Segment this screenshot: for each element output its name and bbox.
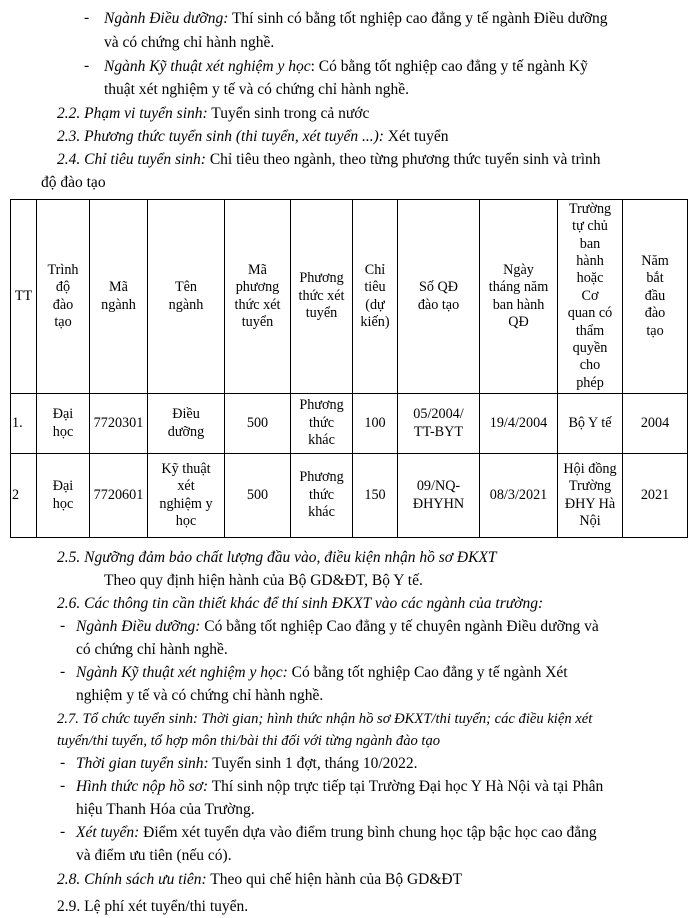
bullet-label: Xét tuyển: <box>76 824 140 841</box>
bullet-text-cont: và điểm ưu tiên (nếu có). <box>76 847 232 864</box>
table-header-row <box>11 200 688 394</box>
bullet-label: Ngành Kỹ thuật xét nghiệm y học: <box>76 664 288 681</box>
table-cell: 09/NQ- ĐHYHN <box>398 454 480 538</box>
section-label: 2.8. Chính sách ưu tiên: <box>57 871 207 888</box>
bullet-dash: - <box>60 617 66 634</box>
table-cell: 05/2004/ TT-BYT <box>398 394 480 454</box>
section-2-6-label: 2.6. Các thông tin cần thiết khác để thí sinh ĐKXT vào các ngành của trường: <box>57 595 544 612</box>
table-cell: 2021 <box>623 454 688 538</box>
bullet-label: Hình thức nộp hồ sơ: <box>76 778 209 795</box>
table-cell: Phương thức khác <box>291 394 353 454</box>
header-cell: Năm bắt đầu đào tạo <box>623 200 688 394</box>
bullet-label: Ngành Điều dưỡng: <box>76 618 201 635</box>
bullet-text-cont: nghiệm y tế và có chứng chỉ hành nghề. <box>76 687 324 704</box>
header-cell: Trình độ đào tạo <box>37 200 90 394</box>
table-cell: 100 <box>353 394 398 454</box>
section-2-5-text: Theo quy định hiện hành của Bộ GD&ĐT, Bộ Y tế. <box>104 572 423 589</box>
bullet-text: Có bằng tốt nghiệp Cao đẳng y tế chuyên ngành Điều dưỡng và <box>200 618 599 635</box>
table-cell: 08/3/2021 <box>480 454 558 538</box>
table-cell: Đại học <box>37 454 90 538</box>
section-text: Tuyển sinh trong cả nước <box>207 105 370 122</box>
bullet-text: Thí sinh nộp trực tiếp tại Trường Đại học Y Hà Nội và tại Phân <box>208 778 604 795</box>
bullet-dash: - <box>84 57 90 74</box>
table-row <box>11 394 688 454</box>
s27-bullet-thoi-gian <box>76 754 418 774</box>
header-cell: Mã ngành <box>90 200 148 394</box>
section-text-cont: độ đào tạo <box>41 174 106 191</box>
bullet-text-cont: thuật xét nghiệm y tế và có chứng chỉ hành nghề. <box>104 81 409 98</box>
header-cell: Chỉ tiêu (dự kiến) <box>353 200 398 394</box>
section-2-5-label: 2.5. Ngưỡng đảm bảo chất lượng đầu vào, điều kiện nhận hồ sơ ĐKXT <box>57 549 497 566</box>
s27-bullet-xet-tuyen <box>76 823 597 843</box>
table-cell: 500 <box>225 394 291 454</box>
header-cell: TT <box>11 200 37 394</box>
bullet-label: Ngành Kỹ thuật xét nghiệm y học <box>104 58 311 75</box>
table-cell: 19/4/2004 <box>480 394 558 454</box>
header-cell: Mã phương thức xét tuyển <box>225 200 291 394</box>
section-2-7-label-cont: tuyển/thi tuyển, tổ hợp môn thi/bài thi đối với từng ngành đào tạo <box>57 733 441 749</box>
admission-quota-table <box>10 199 688 538</box>
table-cell: 150 <box>353 454 398 538</box>
header-cell: Ngày tháng năm ban hành QĐ <box>480 200 558 394</box>
bullet-text: Tuyển sinh 1 đợt, tháng 10/2022. <box>208 755 418 772</box>
table-cell: 7720301 <box>90 394 148 454</box>
table-cell: Phương thức khác <box>291 454 353 538</box>
section-label: 2.2. Phạm vi tuyển sinh: <box>57 105 208 122</box>
section-2-3 <box>57 127 449 147</box>
table-cell: 1. <box>11 394 37 454</box>
table-cell: Bộ Y tế <box>558 394 623 454</box>
table-cell: Điều dưỡng <box>148 394 225 454</box>
bullet-label: Ngành Điều dưỡng: <box>104 10 229 27</box>
table-cell: Hội đồng Trường ĐHY Hà Nội <box>558 454 623 538</box>
bullet-text-cont: hiệu Thanh Hóa của Trường. <box>76 801 255 818</box>
s26-bullet-ky-thuat <box>76 663 568 683</box>
header-cell: Trường tự chủ ban hành hoặc Cơ quan có thẩm quyền cho phép <box>558 200 623 394</box>
bullet-text: Thí sinh có bằng tốt nghiệp cao đẳng y tế ngành Điều dưỡng <box>228 10 608 27</box>
bullet-dash: - <box>60 663 66 680</box>
section-2-7-label: 2.7. Tổ chức tuyển sinh: Thời gian; hình thức nhận hồ sơ ĐKXT/thi tuyển; các điều kiện xét <box>57 711 593 727</box>
bullet-dash: - <box>84 9 90 26</box>
section-label: 2.4. Chỉ tiêu tuyển sinh: <box>57 151 206 168</box>
table-cell: 2 <box>11 454 37 538</box>
bullet-dash: - <box>60 777 66 794</box>
section-2-8 <box>57 870 462 890</box>
table-cell: 500 <box>225 454 291 538</box>
bullet-text-cont: có chứng chỉ hành nghề. <box>76 641 228 658</box>
section-2-9: 2.9. Lệ phí xét tuyển/thi tuyển. <box>57 898 249 915</box>
bullet-text: : Có bằng tốt nghiệp cao đẳng y tế ngành Kỹ <box>310 58 588 75</box>
header-cell: Số QĐ đào tạo <box>398 200 480 394</box>
section-text: Chỉ tiêu theo ngành, theo từng phương thức tuyển sinh và trình <box>205 151 601 168</box>
intro-bullet-ky-thuat <box>104 57 588 77</box>
header-cell: Tên ngành <box>148 200 225 394</box>
table-cell: 2004 <box>623 394 688 454</box>
bullet-text: Điểm xét tuyển dựa vào điểm trung bình chung học tập bậc học cao đẳng <box>139 824 597 841</box>
s26-bullet-dieu-duong <box>76 617 599 637</box>
bullet-dash: - <box>60 823 66 840</box>
bullet-dash: - <box>60 754 66 771</box>
table-cell: Kỹ thuật xét nghiệm y học <box>148 454 225 538</box>
intro-bullet-dieu-duong <box>104 9 608 29</box>
bullet-text-cont: và có chứng chỉ hành nghề. <box>104 34 275 51</box>
bullet-text: Có bằng tốt nghiệp Cao đẳng y tế ngành Xét <box>287 664 568 681</box>
table-row <box>11 454 688 538</box>
table-cell: 7720601 <box>90 454 148 538</box>
section-2-2 <box>57 104 369 124</box>
bullet-label: Thời gian tuyển sinh: <box>76 755 209 772</box>
header-cell: Phương thức xét tuyển <box>291 200 353 394</box>
section-2-4 <box>57 150 601 170</box>
s27-bullet-hinh-thuc <box>76 777 603 797</box>
section-label: 2.3. Phương thức tuyển sinh (thi tuyển, xét tuyển ...): <box>57 128 384 145</box>
section-text: Theo qui chế hiện hành của Bộ GD&ĐT <box>206 871 463 888</box>
table-cell: Đại học <box>37 394 90 454</box>
section-text: Xét tuyển <box>383 128 449 145</box>
